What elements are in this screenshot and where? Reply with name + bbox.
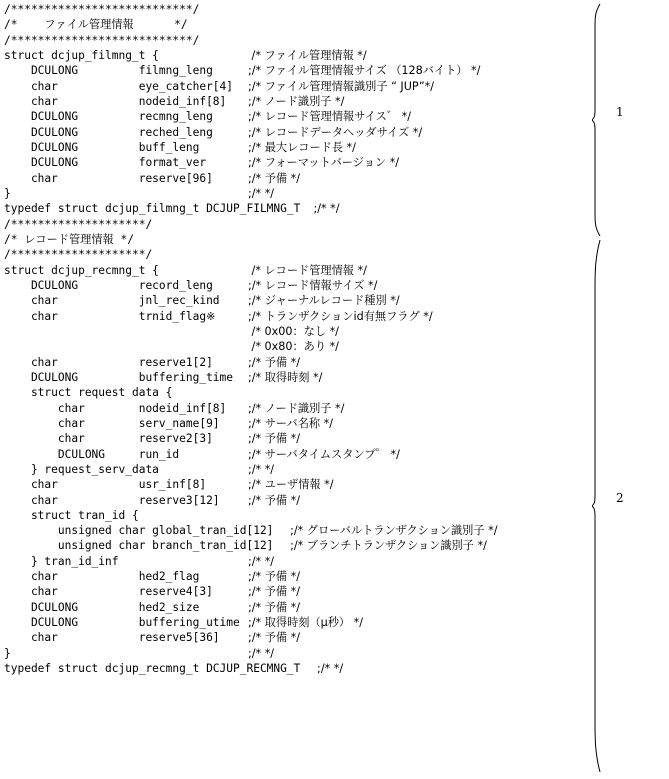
code-declaration: } tran_id_inf — [4, 554, 119, 568]
code-declaration: DCULONG format_ver — [4, 156, 207, 170]
code-line — [4, 2, 584, 17]
code-line — [4, 401, 584, 416]
code-banner-text: /* レコード管理情報 */ — [4, 232, 134, 246]
code-comment: ;/* 予備 */ — [248, 355, 300, 369]
code-line — [4, 416, 584, 431]
code-line — [4, 584, 584, 599]
brace-annotation-layer — [592, 0, 669, 779]
code-line — [4, 232, 584, 247]
code-line — [4, 17, 584, 32]
code-comment: ;/* */ — [248, 554, 275, 568]
code-comment: ;/* グローバルトランザクション識別子 */ — [279, 524, 498, 538]
code-declaration: char reserve1[2] — [4, 355, 213, 369]
code-declaration: struct request data { — [4, 386, 173, 400]
code-comment: ;/* ジャーナルレコード種別 */ — [248, 294, 400, 308]
code-comment: ;/* */ — [248, 462, 275, 476]
code-comment: /* レコード管理情報 */ — [248, 263, 367, 277]
code-line — [4, 554, 584, 569]
code-line — [4, 355, 584, 370]
code-line — [4, 140, 584, 155]
code-comment: ;/* */ — [248, 646, 275, 660]
code-comment: ;/* 取得時刻 */ — [248, 370, 323, 384]
code-comment: ;/* ユーザ情報 */ — [248, 478, 334, 492]
code-declaration: DCULONG buffering_time — [4, 370, 234, 384]
code-comment: ;/* フォーマットバージョン */ — [248, 156, 399, 170]
code-comment: ;/* レコードデータヘッダサイズ */ — [248, 125, 423, 139]
code-line — [4, 523, 584, 538]
group-brace-1 — [592, 4, 610, 236]
code-comment: /* 0x80：あり */ — [248, 340, 339, 354]
code-line — [4, 201, 584, 216]
code-line — [4, 646, 584, 661]
code-comment: ;/* 最大レコード長 */ — [248, 140, 356, 154]
code-declaration: char nodeid_inf[8] — [4, 401, 227, 415]
code-line — [4, 385, 584, 400]
code-line — [4, 247, 584, 262]
code-declaration: char eye_catcher[4] — [4, 79, 234, 93]
code-line — [4, 217, 584, 232]
code-comment: ;/* */ — [248, 186, 275, 200]
code-declaration: DCULONG buffering_utime — [4, 616, 240, 630]
code-declaration: char nodeid_inf[8] — [4, 94, 227, 108]
code-line — [4, 278, 584, 293]
code-declaration: typedef struct dcjup_filmng_t DCJUP_FILMNG_T — [4, 202, 301, 216]
code-line — [4, 615, 584, 630]
code-line — [4, 630, 584, 645]
code-comment: ;/* ノード識別子 */ — [248, 94, 345, 108]
code-line — [4, 309, 584, 324]
code-line — [4, 186, 584, 201]
code-declaration: /********************/ — [4, 217, 153, 231]
code-declaration: } request_serv_data — [4, 462, 159, 476]
code-comment: ;/* 予備 */ — [248, 631, 300, 645]
code-comment: /* 0x00：なし */ — [248, 324, 339, 338]
code-comment: ;/* 予備 */ — [248, 171, 300, 185]
code-declaration: char usr_inf[8] — [4, 478, 207, 492]
code-declaration: /***************************/ — [4, 33, 200, 47]
code-declaration: unsigned char branch_tran_id[12] — [4, 539, 274, 553]
code-declaration: char reserve[96] — [4, 171, 213, 185]
code-comment: ;/* ブランチトランザクション識別子 */ — [279, 539, 487, 553]
code-line — [4, 48, 584, 63]
code-line — [4, 661, 584, 676]
code-declaration: char reserve5[36] — [4, 631, 220, 645]
code-line — [4, 171, 584, 186]
code-line — [4, 339, 584, 354]
code-banner-text: /* ファイル管理情報 */ — [4, 18, 188, 32]
group-brace-2 — [592, 240, 610, 772]
code-declaration: struct dcjup_filmng_t { — [4, 48, 159, 62]
brace-label-1: 1 — [616, 105, 624, 119]
c-struct-code-listing — [4, 2, 584, 676]
brace-label-2: 2 — [616, 491, 624, 505]
code-line — [4, 79, 584, 94]
code-comment: ;/* */ — [306, 202, 340, 216]
code-line — [4, 600, 584, 615]
code-comment: ;/* */ — [306, 662, 344, 676]
code-line — [4, 293, 584, 308]
code-declaration: /********************/ — [4, 248, 153, 262]
code-comment: ;/* 予備 */ — [248, 585, 300, 599]
code-declaration: DCULONG record_leng — [4, 278, 213, 292]
code-comment: ;/* 取得時刻（μ秒） */ — [248, 616, 364, 630]
code-line — [4, 477, 584, 492]
code-declaration: /***************************/ — [4, 3, 200, 16]
code-line — [4, 63, 584, 78]
code-line — [4, 155, 584, 170]
code-declaration: char reserve2[3] — [4, 432, 213, 446]
code-declaration: struct dcjup_recmng_t { — [4, 263, 159, 277]
code-line — [4, 370, 584, 385]
code-line — [4, 569, 584, 584]
code-comment: /* ファイル管理情報 */ — [248, 48, 367, 62]
code-line — [4, 324, 584, 339]
code-line — [4, 125, 584, 140]
code-declaration: char hed2_flag — [4, 570, 200, 584]
code-declaration: unsigned char global_tran_id[12] — [4, 524, 274, 538]
code-declaration: DCULONG reched_leng — [4, 125, 213, 139]
code-declaration: } — [4, 646, 11, 660]
code-declaration: char reserve3[12] — [4, 493, 220, 507]
code-line — [4, 493, 584, 508]
code-comment: ;/* サーバタイムスタンプ゜ */ — [248, 447, 400, 461]
code-line — [4, 538, 584, 553]
code-declaration: DCULONG filmng_leng — [4, 64, 213, 78]
code-line — [4, 263, 584, 278]
code-comment: ;/* ノード識別子 */ — [248, 401, 345, 415]
code-declaration: DCULONG hed2_size — [4, 600, 200, 614]
code-comment: ;/* サーバ名称 */ — [248, 416, 333, 430]
code-comment: ;/* レコード管理情報サイス゛ */ — [248, 110, 411, 124]
code-comment: ;/* 予備 */ — [248, 600, 300, 614]
code-declaration: char trnid_flag※ — [4, 309, 216, 323]
code-declaration: DCULONG run_id — [4, 447, 180, 461]
code-comment: ;/* 予備 */ — [248, 432, 300, 446]
code-declaration: } — [4, 186, 11, 200]
code-line — [4, 94, 584, 109]
code-declaration: char jnl_rec_kind — [4, 294, 220, 308]
code-comment: ;/* ファイル管理情報識別子 “ JUP”*/ — [248, 79, 435, 93]
code-line — [4, 447, 584, 462]
code-line — [4, 431, 584, 446]
code-line — [4, 462, 584, 477]
code-line — [4, 33, 584, 48]
code-line — [4, 109, 584, 124]
code-comment: ;/* 予備 */ — [248, 570, 300, 584]
code-declaration: DCULONG recmng_leng — [4, 110, 213, 124]
code-comment: ;/* 予備 */ — [248, 493, 300, 507]
code-declaration: char serv_name[9] — [4, 416, 220, 430]
code-declaration: typedef struct dcjup_recmng_t DCJUP_RECMNG_T — [4, 662, 301, 676]
code-comment: ;/* トランザクションid有無フラグ */ — [248, 309, 433, 323]
code-line — [4, 508, 584, 523]
code-comment: ;/* ファイル管理情報サイズ （128バイト） */ — [248, 64, 481, 78]
code-comment: ;/* レコード情報サイズ */ — [248, 278, 378, 292]
code-declaration: struct tran_id { — [4, 508, 139, 522]
code-declaration: DCULONG buff_leng — [4, 140, 200, 154]
code-declaration: char reserve4[3] — [4, 585, 213, 599]
